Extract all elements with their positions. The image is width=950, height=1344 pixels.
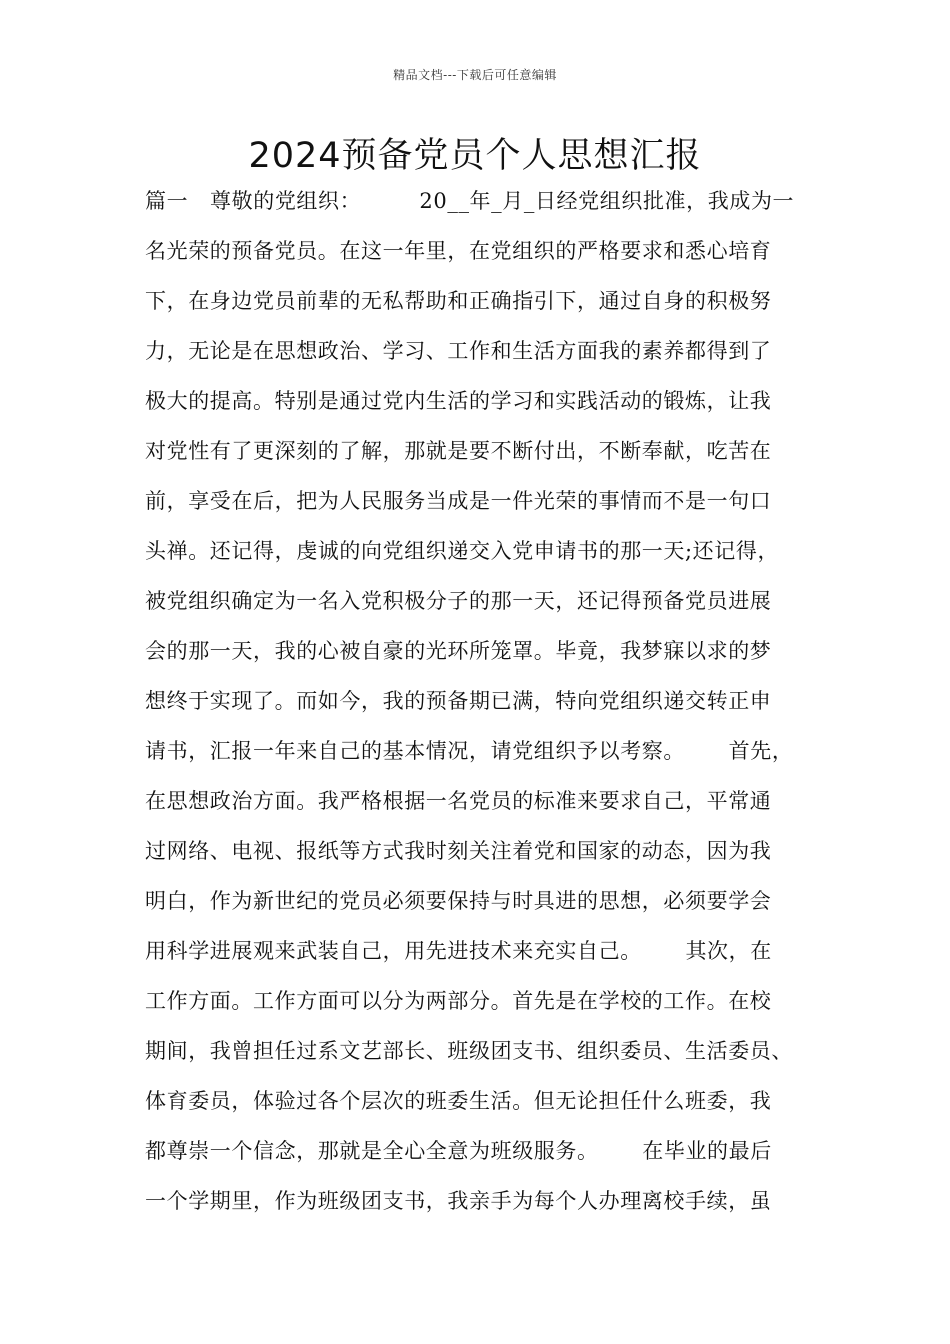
body-line: 被党组织确定为一名入党积极分子的那一天，还记得预备党员进展 bbox=[145, 589, 772, 613]
body-line: 请书，汇报一年来自己的基本情况，请党组织予以考察。 首先， bbox=[145, 739, 794, 763]
body-line: 一个学期里，作为班级团支书，我亲手为每个人办理离校手续，虽 bbox=[145, 1189, 772, 1213]
body-line: 想终于实现了。而如今，我的预备期已满，特向党组织递交转正申 bbox=[145, 689, 772, 713]
body-line: 头禅。还记得，虔诚的向党组织递交入党申请书的那一天;还记得， bbox=[145, 539, 780, 563]
body-line: 下，在身边党员前辈的无私帮助和正确指引下，通过自身的积极努 bbox=[145, 289, 772, 313]
body-line: 明白，作为新世纪的党员必须要保持与时具进的思想，必须要学会 bbox=[145, 889, 772, 913]
document-title: 2024预备党员个人思想汇报 bbox=[248, 136, 702, 176]
body-line: 过网络、电视、报纸等方式我时刻关注着党和国家的动态，因为我 bbox=[145, 839, 772, 863]
body-line: 篇一 尊敬的党组织： 20__年_月_日经党组织批准，我成为一 bbox=[145, 189, 795, 213]
body-line: 用科学进展观来武装自己，用先进技术来充实自己。 其次，在 bbox=[145, 939, 772, 963]
body-line: 极大的提高。特别是通过党内生活的学习和实践活动的锻炼，让我 bbox=[145, 389, 772, 413]
body-line: 都尊崇一个信念，那就是全心全意为班级服务。 在毕业的最后 bbox=[145, 1139, 772, 1163]
body-line: 前，享受在后，把为人民服务当成是一件光荣的事情而不是一句口 bbox=[145, 489, 772, 513]
body-line: 在思想政治方面。我严格根据一名党员的标准来要求自己，平常通 bbox=[145, 789, 772, 813]
document-body bbox=[145, 182, 825, 1232]
header-note: 精品文档---下载后可任意编辑 bbox=[393, 68, 557, 82]
body-line: 工作方面。工作方面可以分为两部分。首先是在学校的工作。在校 bbox=[145, 989, 772, 1013]
body-line: 力，无论是在思想政治、学习、工作和生活方面我的素养都得到了 bbox=[145, 339, 772, 363]
body-line: 体育委员，体验过各个层次的班委生活。但无论担任什么班委，我 bbox=[145, 1089, 772, 1113]
body-line: 会的那一天，我的心被自豪的光环所笼罩。毕竟，我梦寐以求的梦 bbox=[145, 639, 772, 663]
body-line: 对党性有了更深刻的了解，那就是要不断付出，不断奉献，吃苦在 bbox=[145, 439, 772, 463]
body-line: 期间，我曾担任过系文艺部长、班级团支书、组织委员、生活委员、 bbox=[145, 1039, 793, 1063]
body-line: 名光荣的预备党员。在这一年里，在党组织的严格要求和悉心培育 bbox=[145, 239, 772, 263]
